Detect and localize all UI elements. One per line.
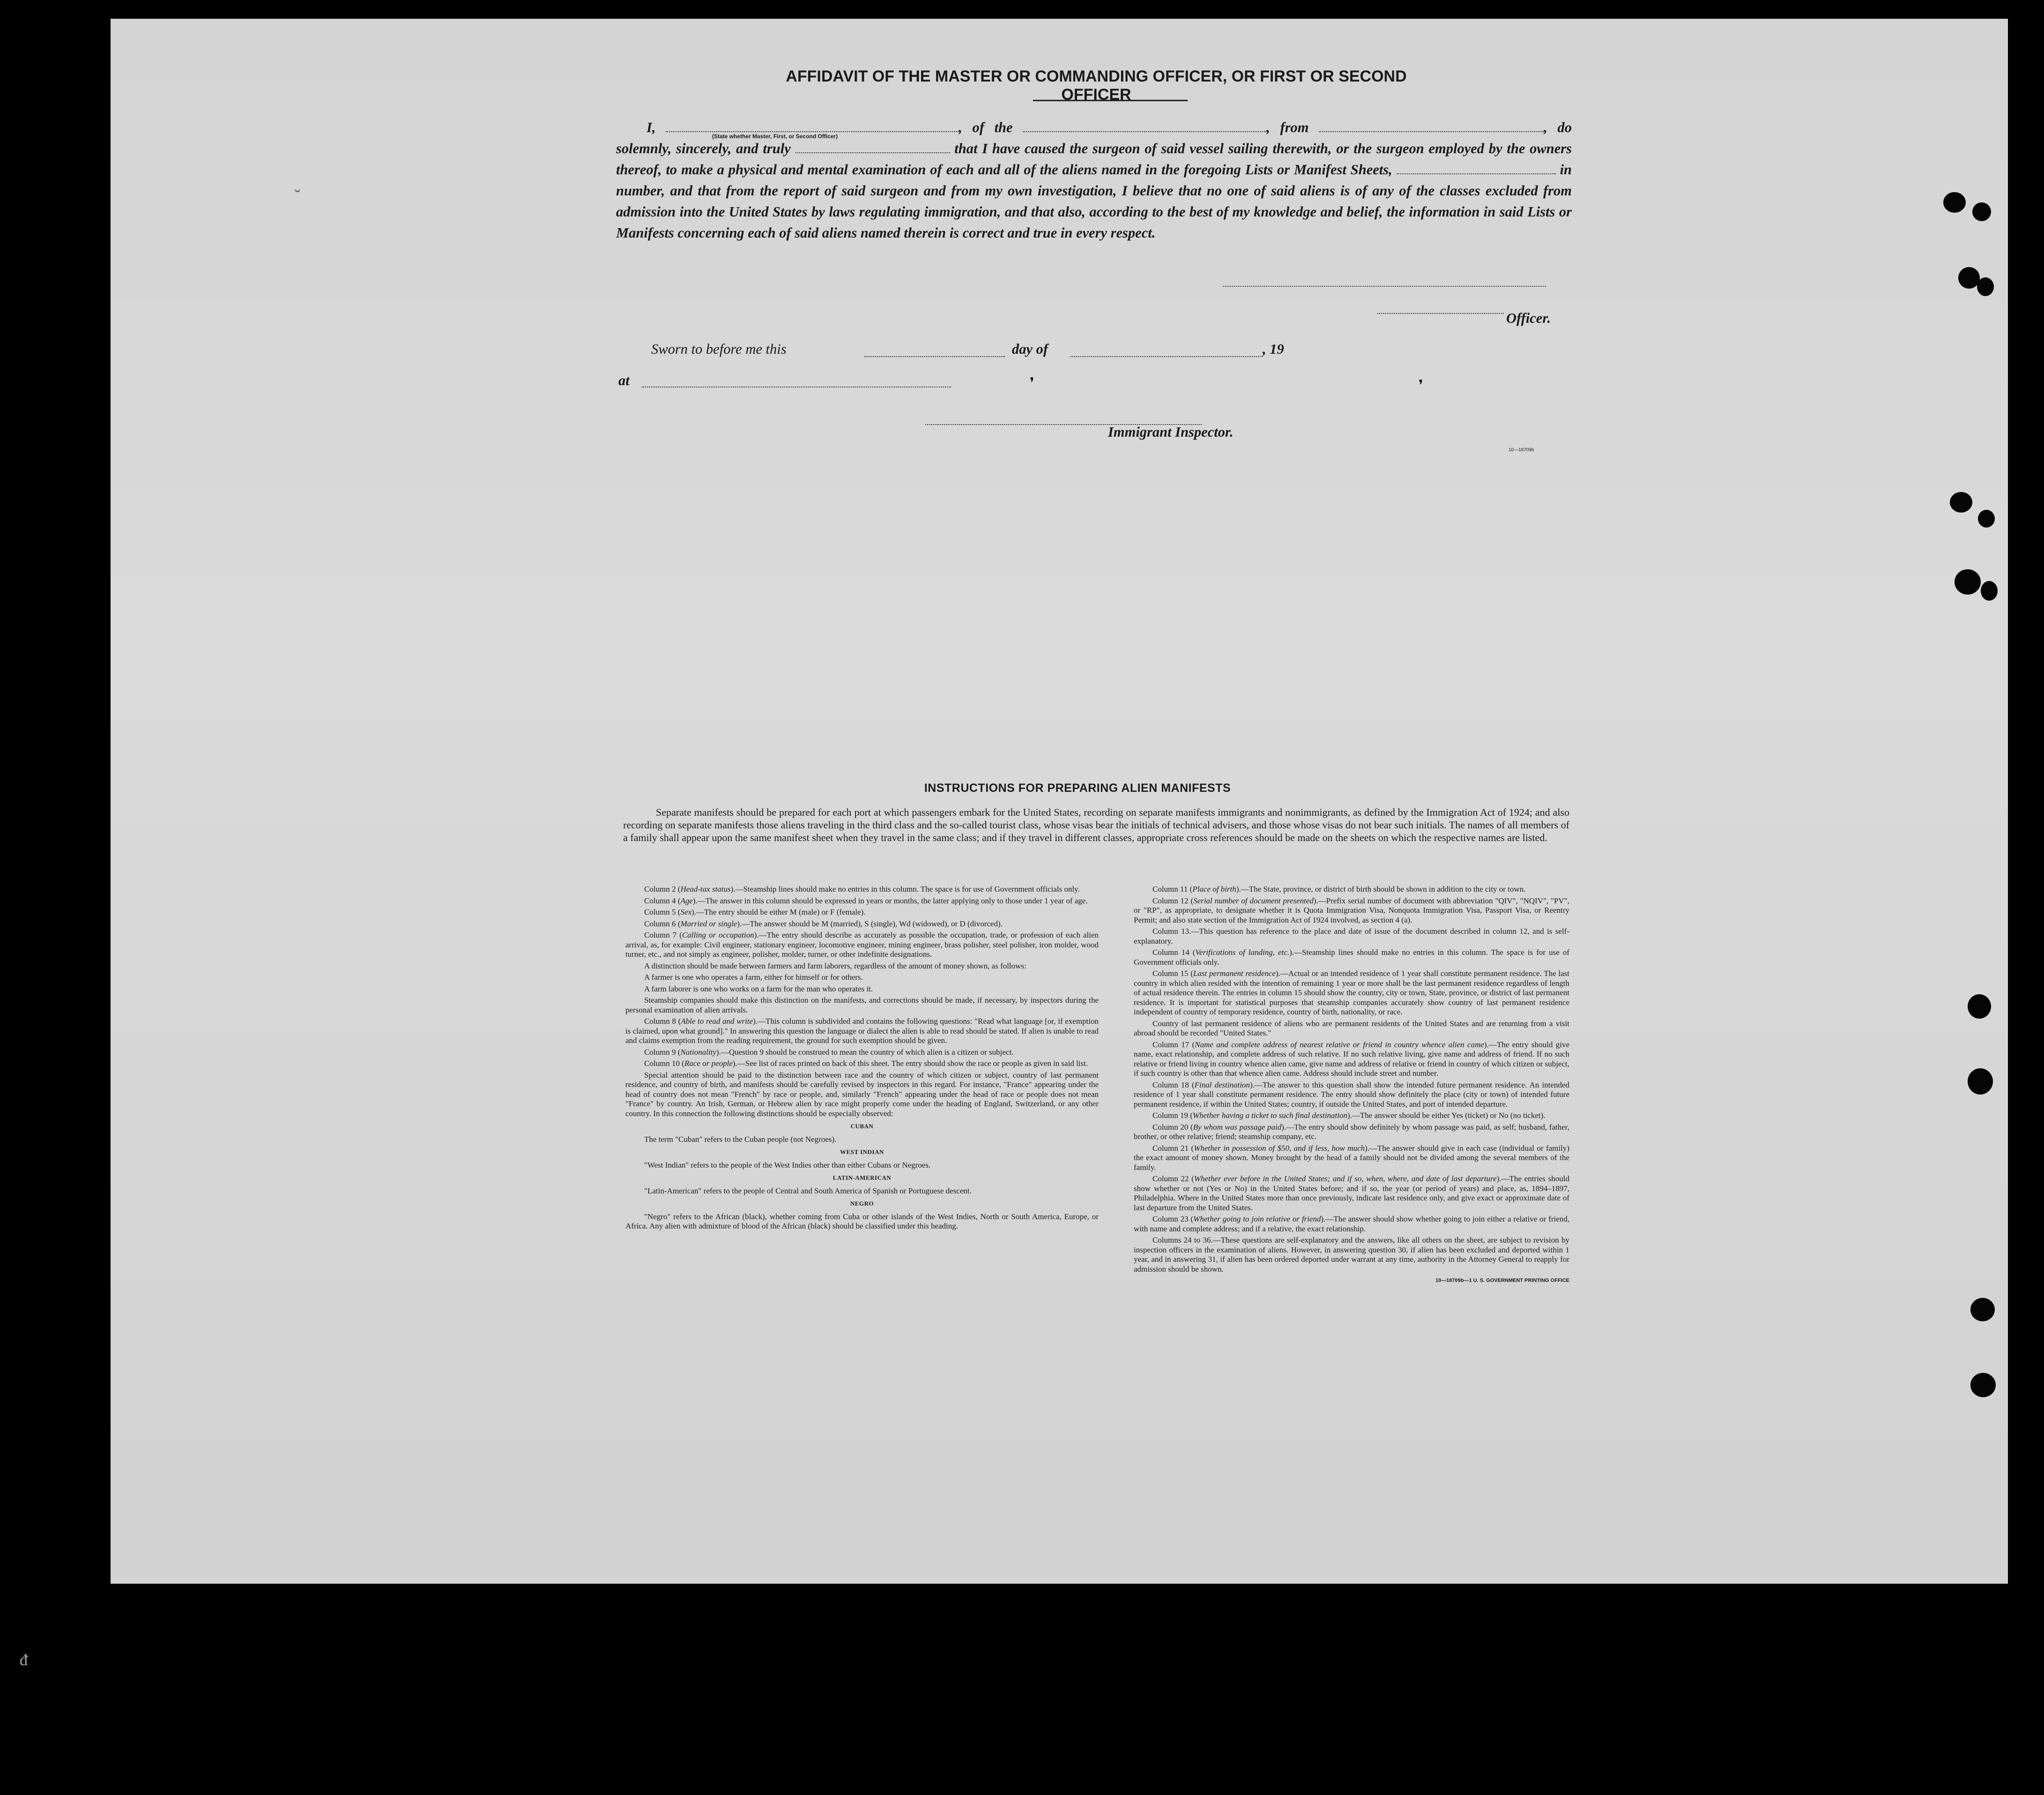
paragraph: A distinction should be made between farmers and farm laborers, regardless of the amount of money shown, as follows:	[644, 961, 1026, 970]
officer-line[interactable]	[1377, 313, 1504, 314]
column-6-instruction: Column 6 (Married or single).—The answer should be M (married), S (single), Wd (widowed), or D (divorced).	[644, 919, 1003, 928]
sworn-label: Sworn to before me this	[651, 341, 787, 357]
officer-rank-blank[interactable]	[666, 119, 959, 132]
column-20-instruction: Column 20 (By whom was passage paid).—The entry should show definitely by whom passage was paid, as self; husband, father, brother, or other relative; friend; steamship company, etc.	[1134, 1122, 1569, 1141]
form-number: 10—18709b	[1509, 447, 1534, 453]
section-heading: WEST INDIAN	[840, 1148, 884, 1155]
vessel-name-blank[interactable]	[1023, 119, 1266, 132]
paragraph: Special attention should be paid to the distinction between race and the country of which citizen or subject, country of last permanent residence, and country of birth, and manifests should be carefully revised by inspectors in this regard. For instance, "France" appearing under the head of country does not mean "French" by race or people, and, similarly "French" appearing under the head of race or people does not mean "France" by country. An Irish, German, or Hebrew alien by race might properly come under the heading of England, Switzerland, or any other country. In this connection the following distinctions should be especially observed:	[625, 1070, 1099, 1118]
signature-line[interactable]	[1223, 286, 1546, 287]
count-blank[interactable]	[1397, 161, 1556, 174]
paragraph: "Negro" refers to the African (black), whether coming from Cuba or other islands of the West Indies, North or South America, Europe, or Africa. Any alien with admixture of blood of the African (black) should be classified under this heading.	[625, 1212, 1099, 1230]
affidavit-word: , of the	[959, 119, 1013, 135]
officer-label: Officer.	[1506, 310, 1551, 326]
scan-mark: ᵭ	[20, 1652, 28, 1669]
year-label: , 19	[1263, 341, 1284, 357]
port-blank[interactable]	[1319, 119, 1544, 132]
column-2-instruction: Column 2 (Head-tax status).—Steamship lines should make no entries in this column. The space is for use of Government officials only.	[644, 885, 1080, 894]
sworn-day-blank[interactable]	[864, 356, 1005, 357]
affidavit-word: , from	[1266, 119, 1309, 135]
punch-hole	[1950, 492, 1972, 513]
punch-hole	[1970, 1373, 1996, 1397]
affidavit-word: solemnly, sincerely, and truly	[616, 141, 791, 156]
scan-speck: ❜	[1030, 375, 1034, 391]
paragraph: A farmer is one who operates a farm, either for himself or for others.	[644, 973, 863, 982]
column-4-instruction: Column 4 (Age).—The answer in this column should be expressed in years or months, the latter applying only to those under 1 year of age.	[644, 896, 1088, 905]
form-page	[111, 19, 2008, 1584]
scan-speck: ˘	[294, 186, 301, 207]
section-heading: CUBAN	[850, 1123, 874, 1130]
affidavit-word: in number, and that from the report of said surgeon and from my own investigation, I believe that no one of said aliens is of any of the classes excluded from admission into the United States by laws regulating immigration, and that also, according to the best of my knowledge and belief, the information in said Lists or Manifests concerning each of said aliens named therein is correct and true in every respect.	[616, 162, 1572, 241]
column-14-instruction: Column 14 (Verifications of landing, etc.).—Steamship lines should make no entries in this column. The space is for use of Government officials only.	[1134, 948, 1570, 967]
column-5-instruction: Column 5 (Sex).—The entry should be either M (male) or F (female).	[644, 908, 866, 916]
affidavit-word: I,	[647, 119, 656, 135]
day-of-label: day of	[1012, 341, 1048, 357]
paragraph: The term "Cuban" refers to the Cuban people (not Negroes).	[644, 1134, 837, 1144]
punch-hole	[1968, 994, 1991, 1019]
punch-hole	[1970, 1298, 1995, 1321]
at-label: at	[618, 372, 630, 388]
column-23-instruction: Column 23 (Whether going to join relative or friend).—The answer should show whether going to join either a relative or friend, with name and complete address; and if a relative, the exact relationship.	[1134, 1214, 1570, 1233]
column-12-instruction: Column 12 (Serial number of document presented).—Prefix serial number of document with abbreviation "QIV", "NQIV", "PV", or "RP", as appropriate, to designate whether it is Quota Immigration Visa, Nonquota Immigration Visa, Passport Visa, or Reentry Permit; and also state section of the Immigration Act of 1924 involved, as section 4 (a).	[1134, 896, 1569, 924]
column-11-instruction: Column 11 (Place of birth).—The State, province, or district of birth should be shown in addition to the city or town.	[1152, 885, 1526, 894]
paragraph: Country of last permanent residence of aliens who are permanent residents of the United States and are returning from a visit abroad should be recorded "United States."	[1134, 1019, 1569, 1037]
title-rule	[1033, 100, 1188, 101]
paragraph: "Latin-American" refers to the people of Central and South America of Spanish or Portuguese descent.	[644, 1186, 972, 1195]
instructions-right-column	[1134, 885, 1569, 1286]
punch-hole	[1972, 202, 1991, 221]
column-8-instruction: Column 8 (Able to read and write).—This column is subdivided and contains the following questions: "Read what language [or, if exemption is claimed, upon what ground]." In answering this question the language or dialect the alien is able to read should be stated. If alien is unable to read and claims exemption from the reading requirement, the ground for such exemption should be given.	[625, 1017, 1099, 1045]
column-7-instruction: Column 7 (Calling or occupation).—The entry should describe as accurately as possible the occupation, trade, or profession of each alien arrival, as, for example: Civil engineer, stationary engineer, locomotive engineer, mining engineer, brass polisher, steel polisher, iron molder, wood turner, etc., and not simply as engineer, polisher, molder, turner, or other indefinite designations.	[625, 931, 1099, 959]
columns-24-36-instruction: Columns 24 to 36.—These questions are self-explanatory and the answers, like all others on the sheet, are subject to revision by inspection officers in the examination of aliens. However, in answering question 30, if alien has been excluded and deported within 1 year, and in answering 31, if alien has been ordered deported under warrant at any time, authority in the Attorney General to reapply for admission should be shown.	[1134, 1236, 1569, 1274]
instructions-intro: Separate manifests should be prepared for each port at which passengers embark for the United States, recording on separate manifests immigrants and nonimmigrants, as defined by the Immigration Act of 1924; and also recording on separate manifests those aliens traveling in the third class and the so-called tourist class, whose visas bear the initials of technical advisers, and those whose visas do not bear such initials. The names of all members of a family shall appear upon the same manifest sheet when they travel in the same class; and if they travel in different classes, appropriate cross references should be made on the sheets on which the respective names are listed.	[623, 806, 1569, 843]
affidavit-word: that I have caused the surgeon of said vessel sailing therewith, or the surgeon employed by the owners thereof, to make a physical and mental examination of each and all of the aliens named in the foregoing Lists or Manifest Sheets,	[616, 141, 1572, 178]
column-15-instruction: Column 15 (Last permanent residence).—Actual or an intended residence of 1 year shall constitute permanent residence. The last country in which alien resided with the intention of remaining 1 year or more shall be the last permanent residence regardless of length of actual residence therein. The entries in column 15 should show the country, city or town, State, province, or district of last permanent residence. It is important for statistical purposes that steamship companies accurately show country of last permanent residence independent of country of temporary residence, country of birth, nationality, or race.	[1134, 969, 1569, 1016]
printer-imprint: 10—18709b—1 U. S. GOVERNMENT PRINTING OFFICE	[1435, 1278, 1569, 1283]
column-9-instruction: Column 9 (Nationality).—Question 9 should be construed to mean the country of which alien is a citizen or subject.	[644, 1047, 1014, 1057]
punch-hole	[1943, 192, 1966, 213]
column-13-instruction: Column 13.—This question has reference to the place and date of issue of the document described in column 12, and is self-explanatory.	[1134, 927, 1569, 946]
affidavit-word: , do	[1544, 119, 1572, 135]
officer-rank-note: (State whether Master, First, or Second Officer)	[712, 133, 838, 140]
section-heading: LATIN-AMERICAN	[832, 1174, 892, 1181]
column-10-instruction: Column 10 (Race or people).—See list of races printed on back of this sheet. The entry should show the race or people as given in said list.	[644, 1059, 1088, 1068]
inspector-label: Immigrant Inspector.	[1108, 424, 1234, 440]
sworn-month-blank[interactable]	[1070, 356, 1263, 357]
punch-hole	[1981, 581, 1998, 601]
column-21-instruction: Column 21 (Whether in possession of $50, and if less, how much).—The answer should give in each case (individual or family) the exact amount of money shown. Money brought by the head of a family should not be divided among the several members of the family.	[1134, 1143, 1569, 1172]
scan-speck: ❜	[1419, 378, 1423, 393]
punch-hole	[1978, 510, 1995, 528]
column-19-instruction: Column 19 (Whether having a ticket to such final destination).—The answer should be either Yes (ticket) or No (no ticket).	[1152, 1111, 1546, 1120]
column-22-instruction: Column 22 (Whether ever before in the United States; and if so, when, where, and date of last departure).—The entries should show whether or not (Yes or No) in the United States before; and if so, the year (or period of years) and place, as, 1894–1897, Philadelphia. Where in the United States more than once previously, indicate last residence only, and give exact or approximate date of last departure from the United States.	[1134, 1174, 1569, 1212]
punch-hole	[1968, 1068, 1993, 1095]
punch-hole	[1955, 569, 1981, 595]
paragraph: "West Indian" refers to the people of the West Indies other than either Cubans or Negroes.	[644, 1160, 931, 1169]
instructions-left-column	[625, 885, 1099, 1233]
section-heading: NEGRO	[850, 1200, 874, 1207]
blank-line[interactable]	[795, 140, 950, 153]
affidavit-title: AFFIDAVIT OF THE MASTER OR COMMANDING OFFICER, OR FIRST OR SECOND OFFICER	[786, 67, 1407, 104]
column-18-instruction: Column 18 (Final destination).—The answer to this question shall show the intended future permanent residence. An intended residence of 1 year shall constitute permanent residence. The entry should show definitely the place (city or town) of intended future permanent residence, if within the United States; country, if outside the United States, and port of intended departure.	[1134, 1080, 1569, 1109]
paragraph: A farm laborer is one who works on a farm for the man who operates it.	[644, 984, 873, 993]
punch-hole	[1977, 277, 1994, 296]
column-17-instruction: Column 17 (Name and complete address of nearest relative or friend in country whence alien came).—The entry should give name, exact relationship, and complete address of such relative. If no such relative living, give name and address of friend. If no such relative or friend living in country whence alien came, give name and address of relative or friend in country of which citizen or subject, if such country is other than that whence alien came. Address should include street and number.	[1134, 1040, 1570, 1078]
instructions-title: INSTRUCTIONS FOR PREPARING ALIEN MANIFESTS	[924, 782, 1231, 795]
paragraph: Steamship companies should make this distinction on the manifests, and corrections should be made, if necessary, by inspectors during the personal examination of alien arrivals.	[625, 996, 1099, 1014]
